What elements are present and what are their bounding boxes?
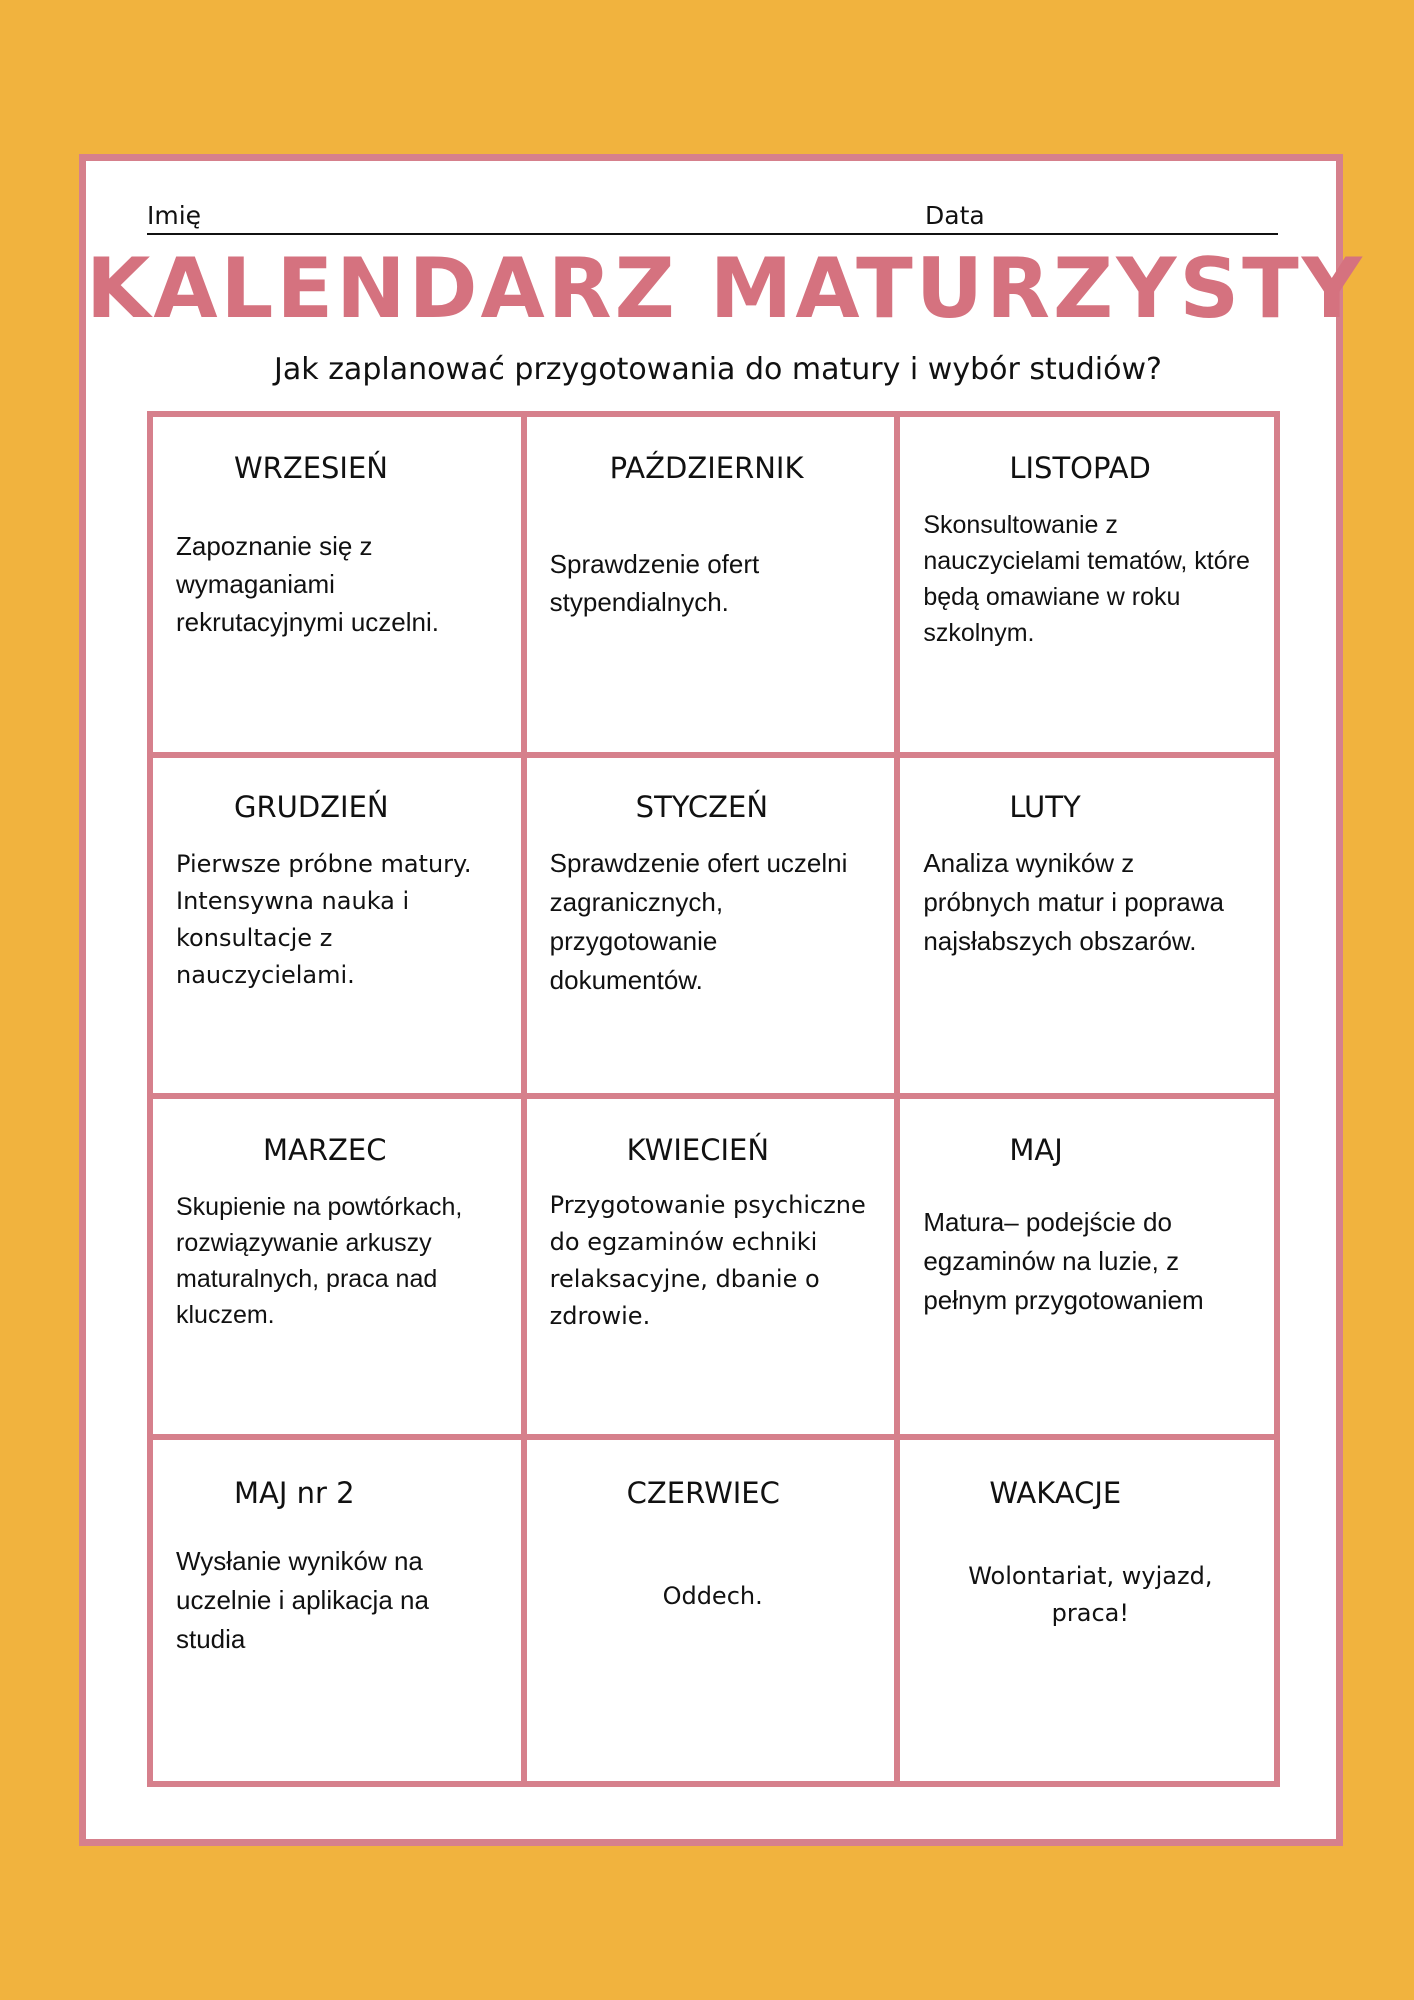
calendar-cell-listopad (900, 417, 1274, 758)
month-label: GRUDZIEŃ (234, 790, 389, 824)
calendar-cell-czerwiec (527, 1440, 901, 1781)
calendar-cell-wakacje (900, 1440, 1274, 1781)
month-description: Przygotowanie psychiczne do egzaminów echniki relaksacyjne, dbanie o zdrowie. (549, 1191, 866, 1330)
date-label: Data (925, 201, 985, 230)
name-date-line (147, 233, 1278, 235)
name-label: Imię (147, 201, 202, 230)
calendar-grid (147, 411, 1280, 1787)
month-description: Wysłanie wyników na uczelnie i aplikacja na studia (176, 1546, 429, 1654)
calendar-cell-maj-nr-2 (153, 1440, 527, 1781)
month-label: MARZEC (263, 1133, 387, 1167)
calendar-cell-wrzesien (153, 417, 527, 758)
month-description: Analiza wyników z próbnych matur i poprawa najsłabszych obszarów. (923, 848, 1224, 956)
calendar-cell-maj (900, 1099, 1274, 1440)
page-subtitle: Jak zaplanować przygotowania do matury i wybór studiów? (274, 352, 1162, 387)
calendar-cell-marzec (153, 1099, 527, 1440)
month-label: WRZESIEŃ (234, 451, 388, 485)
month-description: Zapoznanie się z wymaganiami rekrutacyjnymi uczelni. (176, 531, 439, 637)
month-description: Sprawdzenie ofert stypendialnych. (549, 549, 760, 617)
month-description: Wolontariat, wyjazd, praca! (968, 1562, 1213, 1627)
calendar-sheet (79, 154, 1365, 1846)
month-label: CZERWIEC (626, 1476, 780, 1510)
month-label: LISTOPAD (1009, 451, 1151, 485)
page-title: KALENDARZ MATURZYSTY (86, 240, 1365, 337)
month-label: WAKACJE (989, 1476, 1122, 1510)
month-description: Skupienie na powtórkach, rozwiązywanie arkuszy maturalnych, praca nad kluczem. (176, 1193, 463, 1329)
month-label: MAJ (1009, 1133, 1063, 1167)
month-description: Pierwsze próbne matury. Intensywna nauka i konsultacje z nauczycielami. (176, 850, 472, 989)
month-description: Matura– podejście do egzaminów na luzie, z pełnym przygotowaniem (923, 1207, 1204, 1315)
month-description: Sprawdzenie ofert uczelni zagranicznych, przygotowanie dokumentów. (549, 848, 848, 995)
calendar-cell-styczen (527, 758, 901, 1099)
month-label: PAŹDZIERNIK (609, 451, 804, 485)
month-description: Oddech. (662, 1582, 763, 1610)
month-label: STYCZEŃ (635, 790, 769, 824)
month-label: LUTY (1009, 790, 1081, 824)
calendar-cell-pazdziernik (527, 417, 901, 758)
calendar-cell-luty (900, 758, 1274, 1099)
calendar-cell-grudzien (153, 758, 527, 1099)
month-label: MAJ nr 2 (234, 1476, 355, 1510)
month-label: KWIECIEŃ (626, 1133, 770, 1167)
month-description: Skonsultowanie z nauczycielami tematów, które będą omawiane w roku szkolnym. (923, 511, 1250, 647)
calendar-cell-kwiecien (527, 1099, 901, 1440)
